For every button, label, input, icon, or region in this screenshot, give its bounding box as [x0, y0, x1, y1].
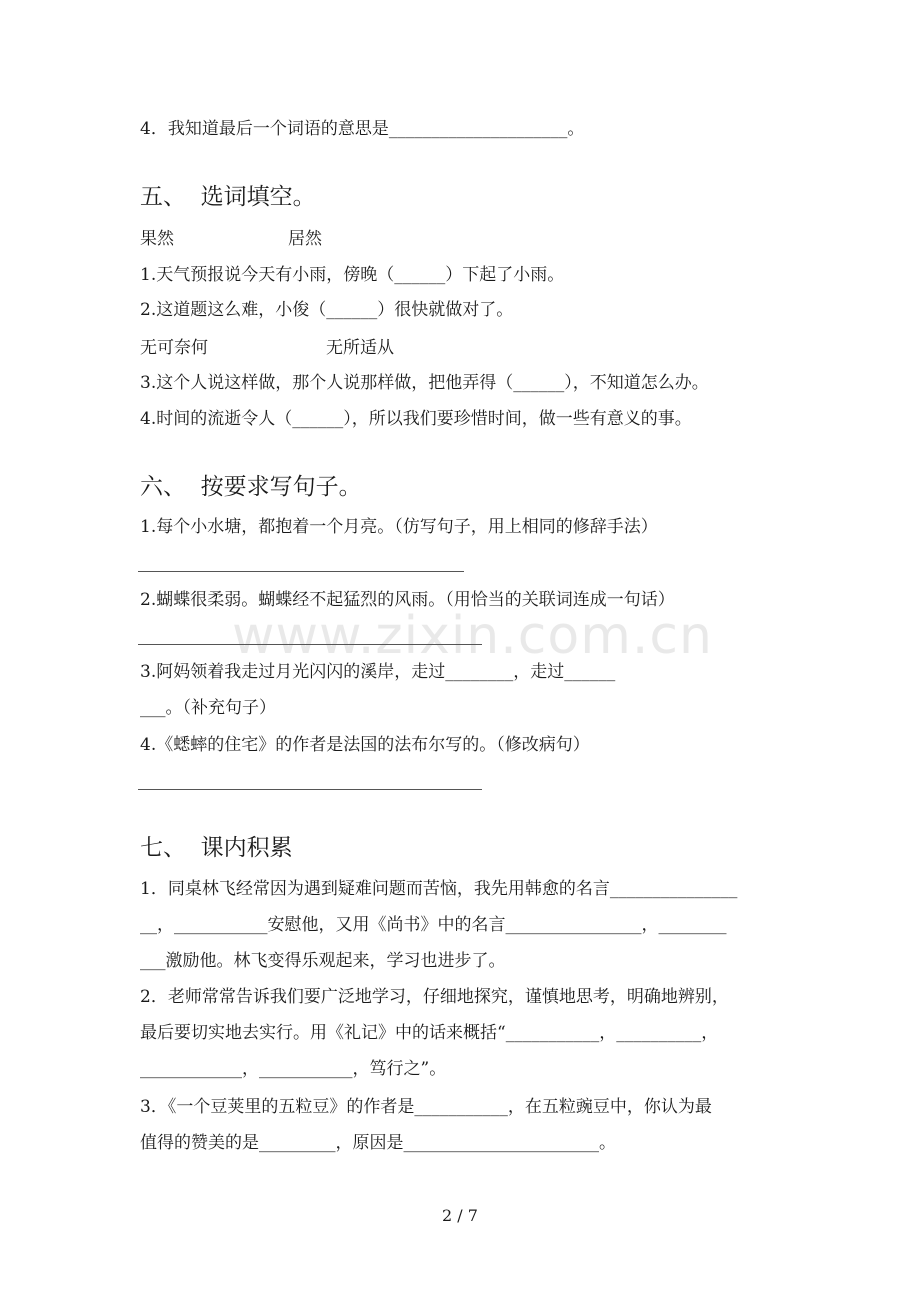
sentence-question-3-line-1: 3.阿妈领着我走过月光闪闪的溪岸，走过________，走过______: [140, 662, 616, 682]
word-option-wukenaihe: 无可奈何: [140, 338, 208, 358]
accumulation-question-1-line-2: __，___________安慰他，又用《尚书》中的名言________________，________: [140, 915, 727, 935]
sentence-question-2: 2.蝴蝶很柔弱。蝴蝶经不起猛烈的风雨。（用恰当的关联词连成一句话）: [140, 590, 675, 610]
accumulation-question-2-line-2: 最后要切实地去实行。用《礼记》中的话来概括“___________，__________，: [140, 1023, 719, 1043]
section-7-heading: 七、 课内积累: [140, 835, 293, 861]
answer-line-1: [138, 571, 464, 572]
section-5-heading: 五、 选词填空。: [140, 184, 316, 210]
sentence-question-1: 1.每个小水塘，都抱着一个月亮。（仿写句子，用上相同的修辞手法）: [140, 517, 658, 537]
fill-question-3: 3.这个人说这样做，那个人说那样做，把他弄得（______），不知道怎么办。: [140, 373, 709, 393]
question-4-meaning: 4．我知道最后一个词语的意思是_____________________。: [140, 119, 585, 139]
sentence-question-3-line-2: ___。（补充句子）: [140, 698, 276, 718]
sentence-question-4: 4.《蟋蟀的住宅》的作者是法国的法布尔写的。（修改病句）: [140, 735, 590, 755]
accumulation-question-3-line-2: 值得的赞美的是_________，原因是_______________________。: [140, 1133, 616, 1153]
accumulation-question-1-line-3: ___激励他。林飞变得乐观起来，学习也进步了。: [140, 951, 506, 971]
word-option-wusuoshicong: 无所适从: [326, 338, 394, 358]
accumulation-question-2-line-1: 2．老师常常告诉我们要广泛地学习，仔细地探究，谨慎地思考，明确地辨别，: [140, 987, 729, 1007]
fill-question-1: 1.天气预报说今天有小雨，傍晚（______）下起了小雨。: [140, 265, 565, 285]
fill-question-2: 2.这道题这么难，小俊（______）很快就做对了。: [140, 300, 514, 320]
answer-line-2: [138, 644, 482, 645]
accumulation-question-3-line-1: 3．《一个豆荚里的五粒豆》的作者是___________，在五粒豌豆中，你认为最: [140, 1097, 712, 1117]
watermark: www.zixin.com.cn: [232, 606, 713, 666]
word-option-guoran: 果然: [140, 229, 174, 249]
answer-line-4: [138, 789, 482, 790]
page-number: 2 / 7: [442, 1206, 478, 1225]
accumulation-question-2-line-3: ____________，___________，笃行之”。: [140, 1059, 447, 1079]
accumulation-question-1-line-1: 1．同桌林飞经常因为遇到疑难问题而苦恼，我先用韩愈的名言_______________: [140, 879, 738, 899]
section-6-heading: 六、 按要求写句子。: [140, 474, 362, 500]
word-option-juran: 居然: [288, 229, 322, 249]
fill-question-4: 4.时间的流逝令人（______），所以我们要珍惜时间，做一些有意义的事。: [140, 409, 692, 429]
